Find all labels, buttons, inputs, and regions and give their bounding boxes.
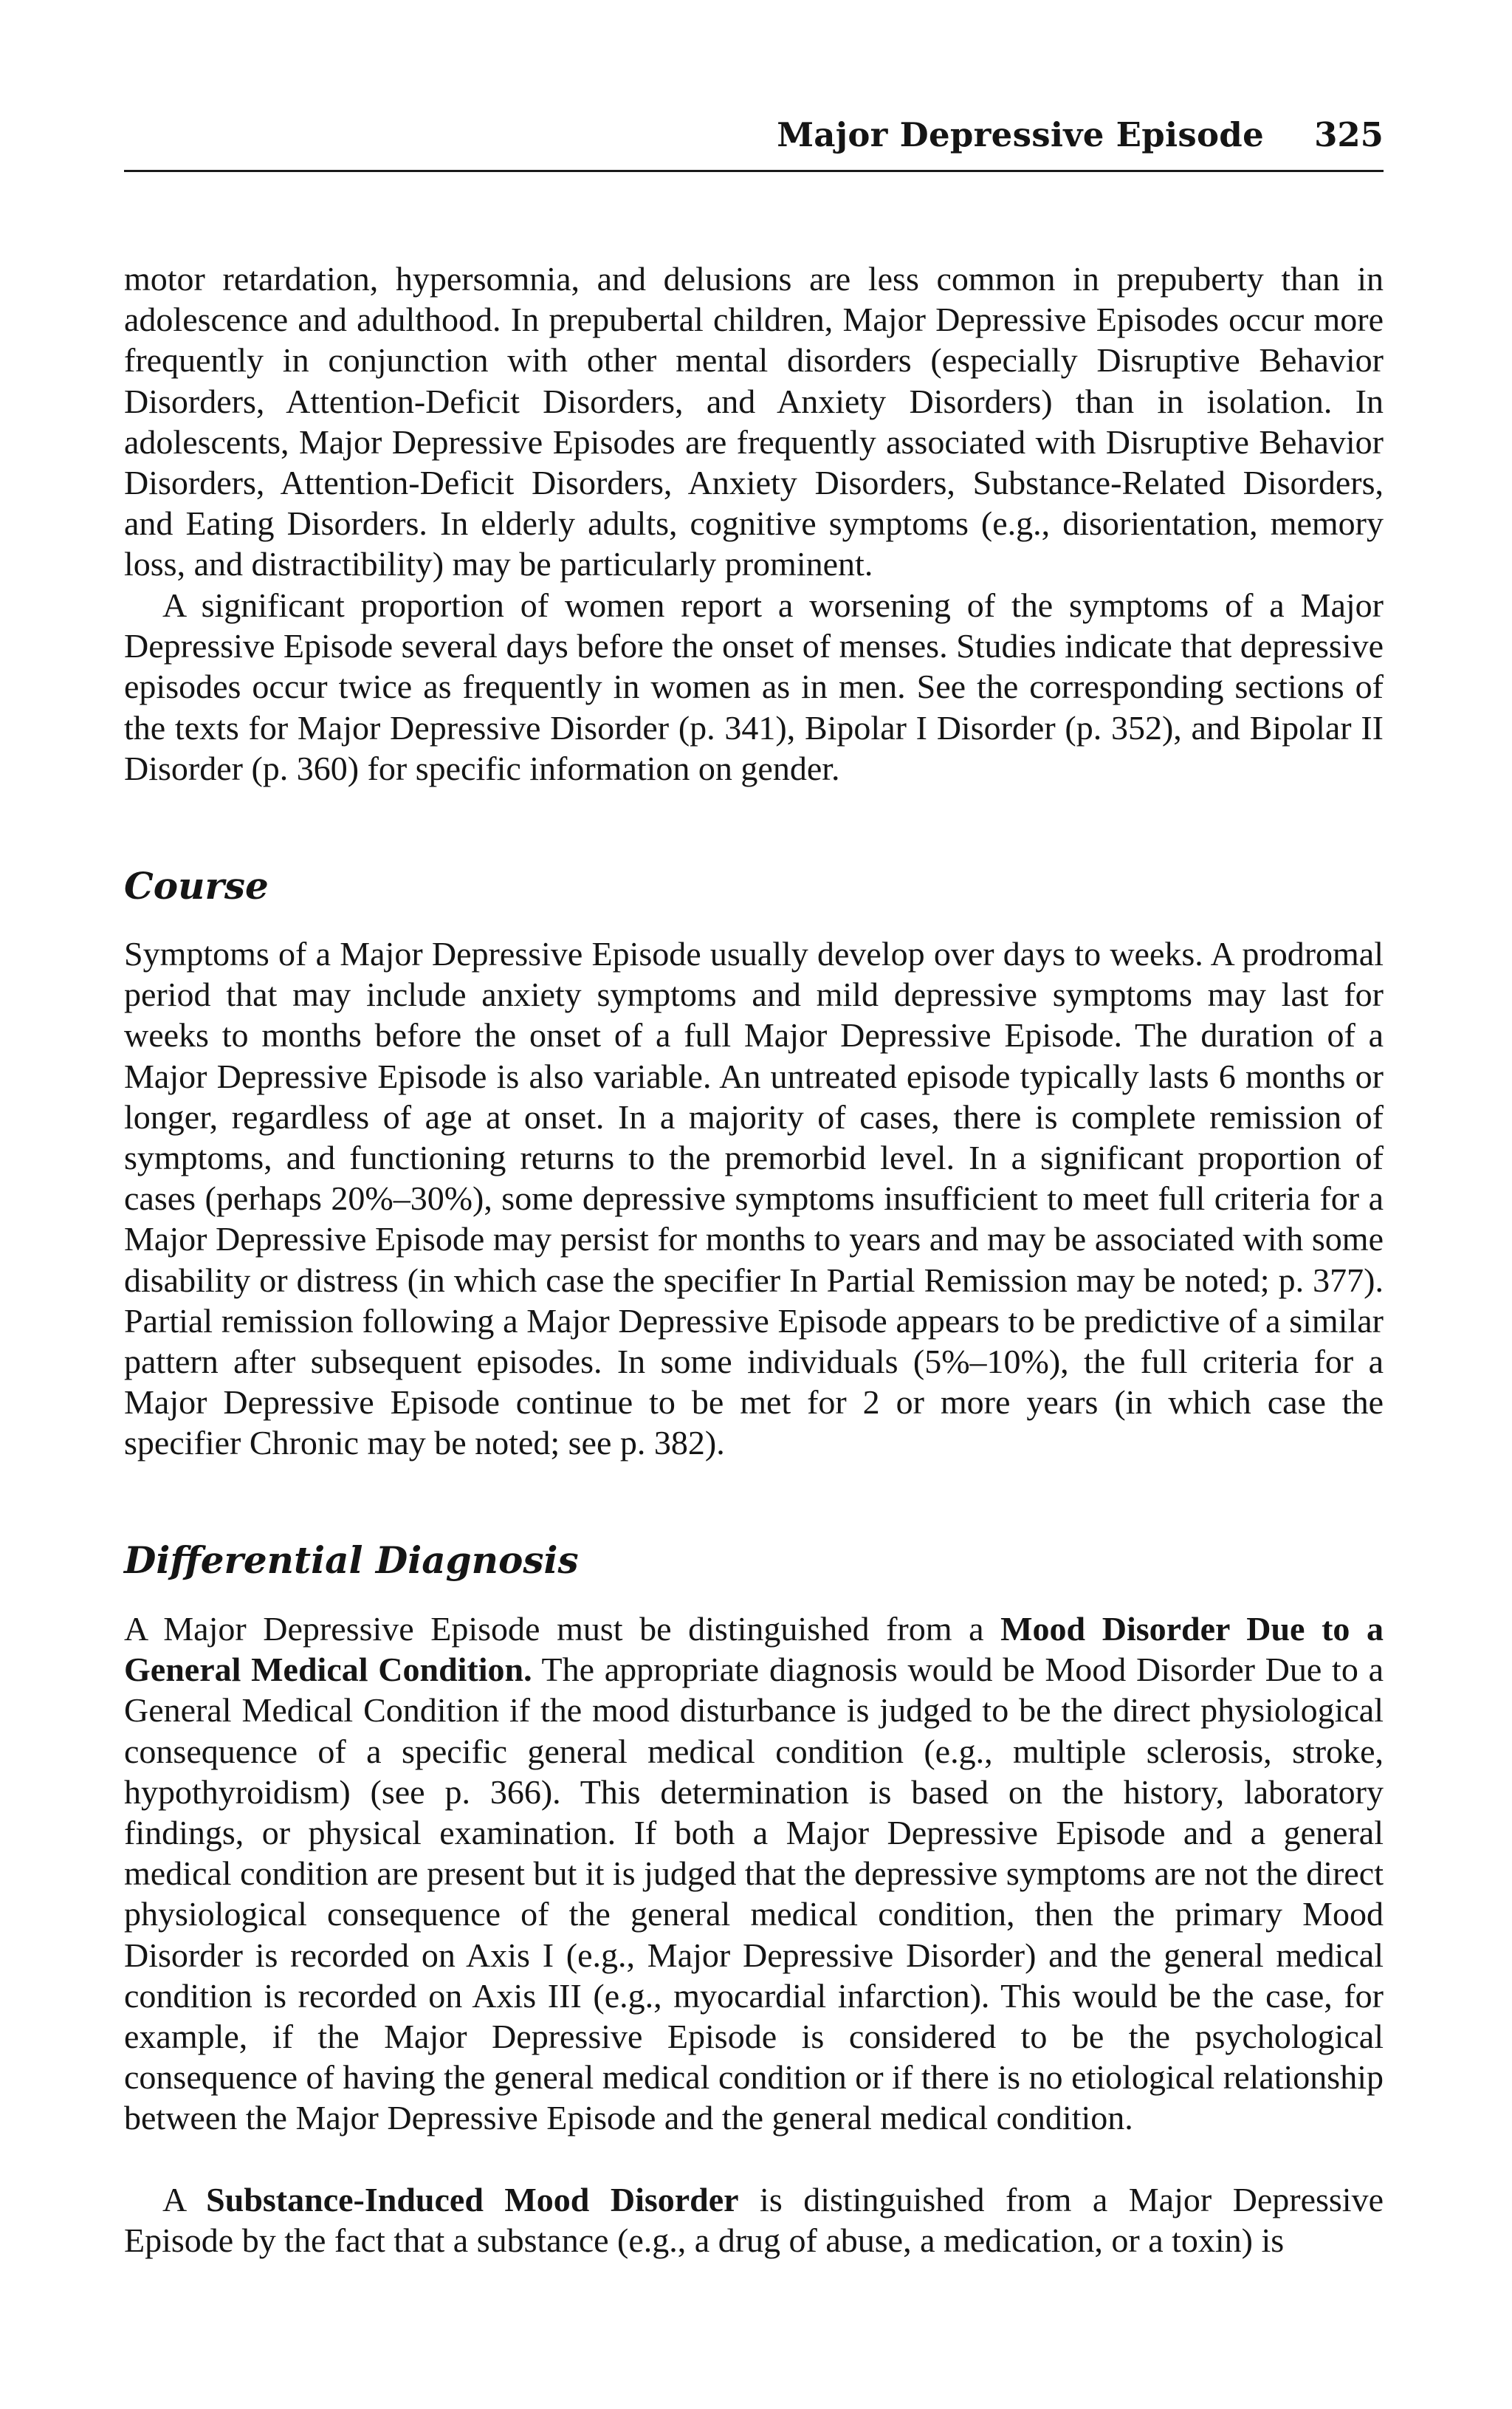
paragraph-prepuberty: motor retardation, hypersomnia, and delusions are less common in prepuberty than in adolescence and adulthood. In prepubertal children, Major Depressive Episodes occur more frequently in conjunction with other mental disorders (especially Disruptive Behavior Disorders, Attention-Deficit Disorders, and Anxiety Disorders) than in isolation. In adolescents, Major Depressive Episodes are frequently associated with Disruptive Behavior Disorders, Attention-Deficit Disorders, Anxiety Disorders, Substance-Related Disorders, and Eating Disorders. In elderly adults, cognitive symptoms (e.g., disorientation, memory loss, and distractibility) may be particularly prominent. — [124, 260, 1384, 583]
term-mood-disorder-gmc: Mood Disorder Due to a General Medical Condition. — [124, 1610, 1384, 1689]
page-number: 325 — [1314, 115, 1384, 154]
paragraph-gender: A significant proportion of women report a worsening of the symptoms of a Major Depressive Episode several days before the onset of menses. Studies indicate that depressive episodes occur twice as frequently in women as in men. See the corresponding sections of the texts for Major Depressive Disorder (p. 341), Bipolar I Disorder (p. 352), and Bipolar II Disorder (p. 360) for specific information on gender. — [124, 586, 1384, 787]
text-run: A — [162, 2181, 207, 2218]
term-substance-induced: Substance-Induced Mood Disorder — [206, 2181, 739, 2218]
paragraph-course: Symptoms of a Major Depressive Episode usually develop over days to weeks. A prodromal period that may include anxiety symptoms and mild depressive symptoms may last for weeks to months before the onset of a full Major Depressive Episode. The duration of a Major Depressive Episode is also variable. An untreated episode typically lasts 6 months or longer, regardless of age at onset. In a majority of cases, there is complete remission of symptoms, and functioning returns to the premorbid level. In a significant proportion of cases (perhaps 20%–30%), some depressive symptoms insufficient to meet full criteria for a Major Depressive Episode may persist for months to years and may be associated with some disability or distress (in which case the specifier In Partial Remission may be noted; p. 377). Partial remission following a Major Depressive Episode appears to be predictive of a similar pattern after subsequent episodes. In some individuals (5%–10%), the full criteria for a Major Depressive Episode continue to be met for 2 or more years (in which case the specifier Chronic may be noted; see p. 382). — [124, 935, 1384, 1462]
paragraph-differential-substance — [124, 2179, 1384, 2261]
text-run: is distinguished from a Major Depressive Episode by the fact that a substance (e.g., a drug of abuse, a medication, or a toxin) is — [124, 2181, 1384, 2260]
text-run: A Major Depressive Episode must be distinguished from a — [124, 1610, 1001, 1648]
section-heading-course: Course — [124, 864, 269, 908]
running-head-title: Major Depressive Episode — [777, 115, 1264, 154]
text-run: The appropriate diagnosis would be Mood Disorder Due to a General Medical Condition if the mood disturbance is judged to be the direct physiological consequence of a specific general medical condition (e.g., multiple sclerosis, stroke, hypothyroidism) (see p. 366). This determination is based on the history, laboratory findings, or physical examination. If both a Major Depressive Episode and a general medical condition are present but it is judged that the depressive symptoms are not the direct physiological consequence of the general medical condition, then the primary Mood Disorder is recorded on Axis I (e.g., Major Depressive Disorder) and the general medical condition is recorded on Axis III (e.g., myocardial infarction). This would be the case, for example, if the Major Depressive Episode is considered to be the psychological consequence of having the general medical condition or if there is no etiological relationship between the Major Depressive Episode and the general medical condition. — [124, 1651, 1384, 2137]
running-head — [124, 112, 1384, 172]
section-heading-differential-diagnosis: Differential Diagnosis — [124, 1538, 579, 1582]
paragraph-differential-general-medical — [124, 1608, 1384, 2139]
